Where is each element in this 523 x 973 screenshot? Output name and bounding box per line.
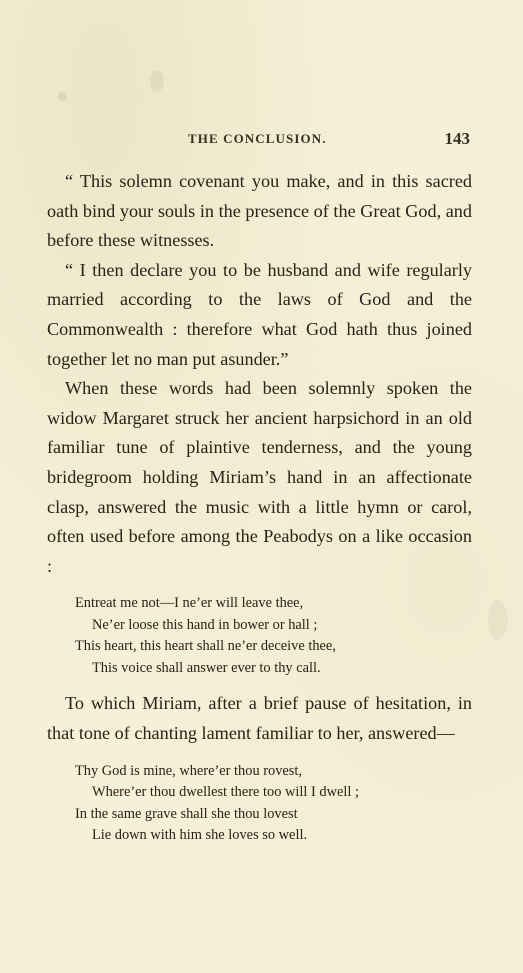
verse-two: [77, 761, 472, 847]
paragraph-miriam-answer: To which Miriam, after a brief pause of hesitation, in that tone of chanting lament familiar to her, answered—: [47, 693, 472, 743]
paragraph-declaration: “ I then declare you to be husband and wife regularly married according to the laws of God and the Commonwealth : therefore what God hath thus joined together let no man put asunder.”: [47, 259, 472, 369]
verse-line: Entreat me not—I ne’er will leave thee,: [75, 595, 304, 612]
paper-speck: [150, 70, 164, 92]
verse-line: This heart, this heart shall ne’er deceive thee,: [75, 638, 336, 655]
verse-line: Where’er thou dwellest there too will I dwell ;: [92, 784, 359, 800]
running-head: [47, 131, 470, 153]
verse-line: This voice shall answer ever to thy call.: [92, 659, 321, 676]
running-title: THE CONCLUSION.: [188, 131, 327, 146]
body-text: [47, 167, 472, 857]
page-number: 143: [444, 129, 470, 148]
verse-line: In the same grave shall she thou lovest: [75, 805, 298, 822]
paper-speck: [58, 92, 67, 101]
verse-line: Lie down with him she loves so well.: [92, 827, 308, 843]
paragraph-harpsichord: When these words had been solemnly spoken the widow Margaret struck her ancient harpsichord in an old familiar tune of plaintive tenderness, and the young bridegroom holding Miriam’s hand in an affectionate clasp, answered the music with a little hymn or carol, often used before among the Peabodys on a like occasion :: [47, 378, 472, 576]
verse-line: Ne’er loose this hand in bower or hall ;: [92, 616, 318, 633]
paragraph-covenant: “ This solemn covenant you make, and in this sacred oath bind your souls in the presence of the Great God, and before these witnesses.: [47, 171, 472, 251]
verse-line: Thy God is mine, where’er thou rovest,: [75, 762, 302, 779]
verse-one: [77, 593, 472, 679]
paper-speck: [488, 600, 508, 640]
